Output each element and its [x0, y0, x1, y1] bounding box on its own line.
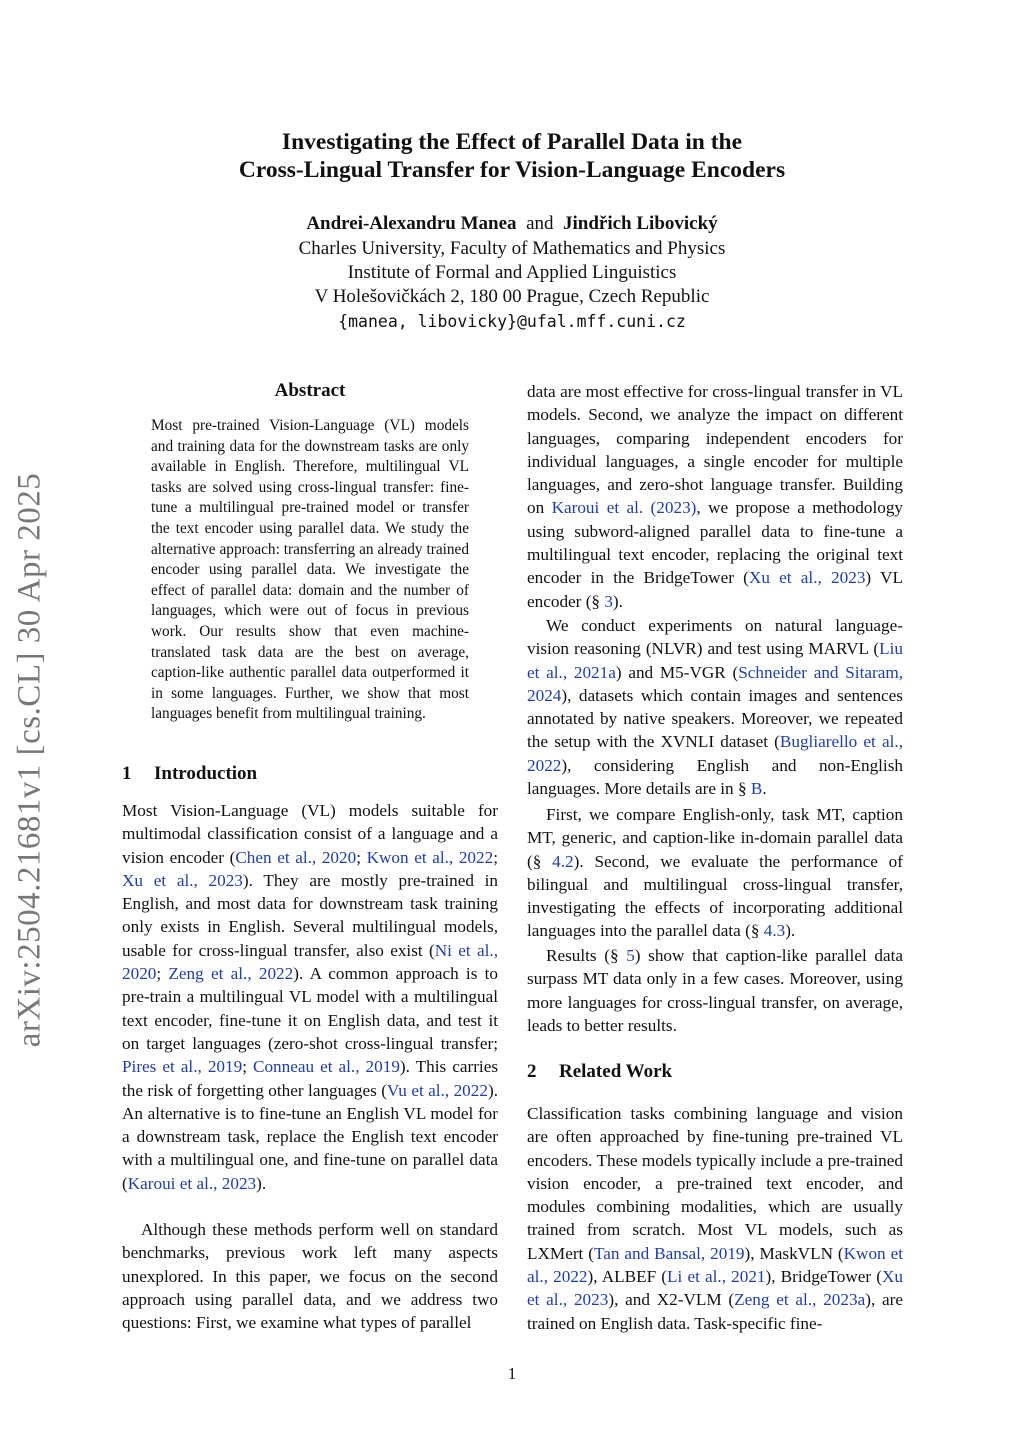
citation-link[interactable]: Schneider and Sitaram, 2024 — [527, 662, 903, 705]
arxiv-id: arXiv:2504.21681v1 [cs.CL] 30 Apr 2025 — [11, 472, 48, 1048]
text: , we propose a methodology using subword-aligned parallel data to fine-tune a multilingual text encoder, replacing the original text encoder in the BridgeTower ( — [527, 498, 904, 588]
affiliation-3: V Holešovičkách 2, 180 00 Prague, Czech Republic — [314, 286, 710, 307]
text: ; — [356, 847, 367, 867]
title-line-1: Investigating the Effect of Parallel Data in the — [281, 129, 743, 155]
citation-link[interactable]: Liu et al., 2021a — [527, 639, 903, 682]
citation-link[interactable]: Karoui et al. (2023) — [551, 498, 697, 518]
abstract-heading: Abstract — [274, 380, 346, 401]
citation-link[interactable]: Bugliarello et al., 2022 — [527, 732, 904, 775]
text: ). An alternative is to fine-tune an English VL model for a downstream task, replace the English text encoder with a multilingual one, and fine-tune on parallel data ( — [122, 1080, 498, 1193]
citation-link[interactable]: Kwon et al., 2022 — [527, 1243, 903, 1287]
citation-link[interactable]: Li et al., 2021 — [667, 1267, 766, 1287]
text: ) show that caption-like parallel data surpass MT data only in a few cases. Moreover, using more languages for cross-lingual transfer, on average, leads to better results. — [527, 946, 903, 1035]
citation-link[interactable]: Conneau et al., 2019 — [253, 1057, 400, 1077]
text: data are most effective for cross-lingual transfer in VL models. Second, we analyze the impact on different languages, comparing independent encoders for individual languages, a single encoder for multiple languages, and zero-shot language transfer. Building on — [527, 382, 903, 518]
text: ). — [785, 921, 796, 941]
citation-link[interactable]: Chen et al., 2020 — [235, 847, 357, 867]
author-and: and — [526, 213, 554, 234]
text: ). A common approach is to pre-train a multilingual VL model with a multilingual text encoder, fine-tune it on English data, and test it on target languages (zero-shot cross-lingual transfer; — [122, 964, 498, 1053]
section-1-number: 1 — [122, 763, 132, 784]
abstract-body: Most pre-trained Vision-Language (VL) models and training data for the downstream tasks are only available in English. Therefore, multilingual VL tasks are solved using cross-lingual transfer: fine-tune a multilingual pre-trained model or transfer the text encoder using parallel data. We study the alternative approach: transferring an already trained encoder using parallel data. We investigate the effect of parallel data: domain and the number of languages, which were out of focus in previous work. Our results show that even machine-translated task data are the best on average, caption-like authentic parallel data outperformed it in some languages. Further, we show that most languages benefit from multilingual training. — [151, 417, 469, 723]
arxiv-sidebar-stamp — [5, 460, 55, 1060]
text: ). They are mostly pre-trained in English, and most data for downstream task training only exists in English. Several multilingual models, usable for cross-lingual transfer, also exist ( — [122, 870, 498, 960]
text: ), are trained on English data. Task-specific fine- — [527, 1290, 903, 1333]
page-number: 1 — [507, 1364, 517, 1383]
right-paragraph-1 — [527, 380, 903, 613]
paper-title — [0, 128, 1024, 184]
section-ref-link[interactable]: 5 — [626, 946, 635, 965]
text: Results (§ — [546, 946, 627, 965]
text: ), datasets which contain images and sentences annotated by native speakers. Moreover, we repeated the setup with the XVNLI dataset ( — [527, 685, 903, 752]
citation-link[interactable]: Zeng et al., 2022 — [168, 964, 294, 984]
related-work-paragraph-1 — [527, 1102, 903, 1335]
text: ), considering English and non-English languages. More details are in § — [527, 755, 903, 799]
citation-link[interactable]: Xu et al., 2023 — [748, 568, 866, 588]
text: ), and X2-VLM ( — [608, 1290, 735, 1310]
author-list — [0, 213, 1024, 235]
section-ref-link[interactable]: 4.2 — [552, 851, 574, 871]
text: ), MaskVLN ( — [744, 1243, 844, 1263]
citation-link[interactable]: Karoui et al., 2023 — [127, 1173, 257, 1193]
text: First, we compare English-only, task MT, caption MT, generic, and caption-like in-domain parallel data (§ — [527, 805, 903, 871]
citation-link[interactable]: Zeng et al., 2023a — [734, 1290, 866, 1310]
citation-link[interactable]: Kwon et al., 2022 — [366, 847, 494, 867]
affiliation-2: Institute of Formal and Applied Linguistics — [347, 262, 677, 283]
text: . — [762, 779, 767, 799]
citation-link[interactable]: Vu et al., 2022 — [386, 1080, 488, 1100]
intro-paragraph-1 — [122, 799, 498, 1195]
text: ). Second, we evaluate the performance of bilingual and multilingual cross-lingual transfer, investigating the effects of incorporating additional languages into the parallel data (§ — [527, 851, 903, 941]
text: ; — [156, 964, 169, 984]
right-paragraph-4 — [527, 944, 903, 1037]
right-paragraph-3 — [527, 803, 903, 943]
citation-link[interactable]: Tan and Bansal, 2019 — [593, 1243, 745, 1263]
citation-link[interactable]: Xu et al., 2023 — [122, 870, 243, 890]
text: ) and M5-VGR ( — [615, 662, 739, 682]
section-ref-link[interactable]: 3 — [604, 591, 613, 611]
title-line-2: Cross-Lingual Transfer for Vision-Language Encoders — [238, 157, 786, 183]
section-ref-link[interactable]: B — [750, 779, 763, 799]
text: We conduct experiments on natural language-vision reasoning (NLVR) and test using MARVL ( — [527, 616, 903, 659]
section-2-heading — [527, 1061, 903, 1083]
email-line — [0, 311, 1024, 333]
email-address: {manea, libovicky}@ufal.mff.cuni.cz — [338, 312, 686, 331]
citation-link[interactable]: Xu et al., 2023 — [527, 1267, 903, 1310]
citation-link[interactable]: Pires et al., 2019 — [122, 1057, 243, 1077]
section-1-title: Introduction — [154, 763, 258, 784]
text: ). — [612, 591, 623, 611]
section-ref-link[interactable]: 4.3 — [763, 921, 786, 941]
text: ). — [256, 1173, 267, 1193]
section-2-title: Related Work — [559, 1061, 673, 1082]
text: Classification tasks combining language and vision are often approached by fine-tuning pre-trained VL encoders. These models typically include a pre-trained vision encoder, a pre-trained text encoder, and modules combining modalities, which are usually trained from scratch. Most VL models, such as LXMert ( — [527, 1104, 903, 1263]
section-2-number: 2 — [527, 1061, 537, 1082]
author-2: Jindřich Libovický — [563, 213, 718, 234]
right-paragraph-2 — [527, 614, 903, 800]
author-1: Andrei-Alexandru Manea — [306, 213, 517, 234]
text: Most Vision-Language (VL) models suitable for multimodal classification consist of a language and a vision encoder ( — [122, 801, 498, 867]
text: ) VL encoder (§ — [527, 568, 903, 611]
text: ; — [493, 847, 498, 867]
section-1-heading — [122, 763, 498, 785]
text: ). This carries the risk of forgetting other languages ( — [122, 1057, 499, 1100]
intro-paragraph-2: Although these methods perform well on standard benchmarks, previous work left many aspects unexplored. In this paper, we focus on the second approach using parallel data, and we address two questions: First, we examine what types of parallel — [122, 1220, 498, 1333]
text: ; — [242, 1057, 253, 1077]
text: ), BridgeTower ( — [765, 1267, 882, 1287]
citation-link[interactable]: Ni et al., 2020 — [122, 940, 498, 984]
text: ), ALBEF ( — [587, 1267, 668, 1287]
affiliation-1: Charles University, Faculty of Mathematics and Physics — [298, 238, 726, 259]
